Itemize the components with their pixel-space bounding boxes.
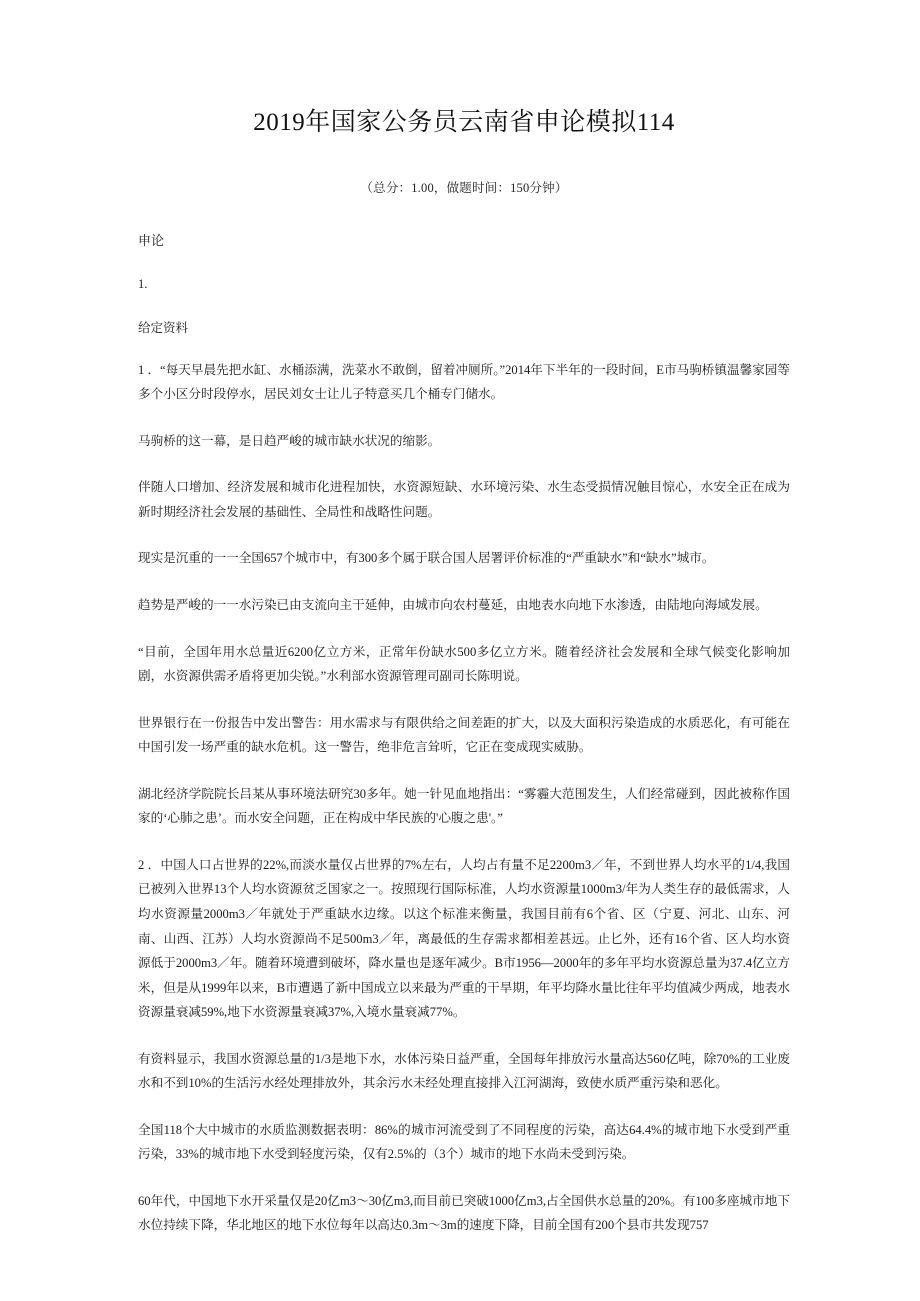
paragraph: 2 ．中国人口占世界的22%,而淡水量仅占世界的7%左右，人均占有量不足2200m3／年，不到世界人均水平的1/4,我国已被列入世界13个人均水资源贫乏国家之一。按照现行国际标准，人均水资源量1000m3/年为人类生存的最低需求，人均水资源量2000m3／年就处于严重缺水边缘。以这个标准来衡量，我国目前有6个省、区（宁夏、河北、山东、河南、山西、江苏）人均水资源尚不足500m3／年，离最低的生存需求都相差甚远。止匕外，还有16个省、区人均水资源低于2000m3／年。随着环境遭到破坏，降水量也是逐年减少。B市1956—2000年的多年平均水资源总量为37.4亿立方米，但是从1999年以来，B市遭遇了新中国成立以来最为严重的干旱期，年平均降水量比往年平均值减少两成，地表水资源量衰减59%,地下水资源量衰减37%,入境水量衰减77%。 <box>138 857 790 1020</box>
paragraph: 有资料显示，我国水资源总量的1/3是地下水，水体污染日益严重，全国每年排放污水量高达560亿吨，除70%的工业废水和不到10%的生活污水经处理排放外，其余污水未经处理直接排入江河湖海，致使水质严重污染和恶化。 <box>138 1051 790 1091</box>
paragraph: 全国118个大中城市的水质监测数据表明：86%的城市河流受到了不同程度的污染，高达64.4%的城市地下水受到严重污染，33%的城市地下水受到轻度污染，仅有2.5%的（3个）城市的地下水尚未受到污染。 <box>138 1122 790 1162</box>
paragraph: 60年代，中国地下水开采量仅是20亿m3～30亿m3,而目前已突破1000亿m3,占全国供水总量的20%。有100多座城市地下水位持续下降，华北地区的地下水位每年以高达0.3m～3m的速度下降，目前全国有200个县市共发现757 <box>138 1193 790 1233</box>
question-number: 1. <box>138 276 148 291</box>
exam-meta-subtitle: （总分：1.00，做题时间：150分钟） <box>360 180 568 195</box>
paragraph: “目前，全国年用水总量近6200亿立方米，正常年份缺水500多亿立方米。随着经济社会发展和全球气候变化影响加剧，水资源供需矛盾将更加尖锐。”水利部水资源管理司副司长陈明说。 <box>138 644 790 684</box>
paragraph: 现实是沉重的一一全国657个城市中，有300多个属于联合国人居署评价标准的“严重缺水”和“缺水”城市。 <box>138 551 715 566</box>
paragraph: 1 ．“每天早晨先把水缸、水桶添满，洗菜水不敢倒，留着冲厕所。”2014年下半年的一段时间，E市马驹桥镇温馨家园等多个小区分时段停水，居民刘女士让儿子特意买几个桶专门储水。 <box>138 362 790 402</box>
page-title: 2019年国家公务员云南省申论模拟114 <box>253 109 675 136</box>
paragraph: 趋势是严峻的一一水污染已由支流向主干延伸，由城市向农村蔓延，由地表水向地下水渗透，由陆地向海域发展。 <box>138 598 768 613</box>
paragraph: 马驹桥的这一幕，是日趋严峻的城市缺水状况的缩影。 <box>138 433 441 448</box>
material-label: 给定资料 <box>138 320 189 335</box>
section-heading: 申论 <box>138 232 165 248</box>
material-paragraph-list <box>138 336 790 1238</box>
paragraph: 湖北经济学院院长吕某从事环境法研究30多年。她一针见血地指出：“雾霾大范围发生，人们经常碰到，因此被称作国家的‘心肺之患’。而水安全问题，正在构成中华民族的'心腹之患'。” <box>138 786 790 826</box>
paragraph: 伴随人口增加、经济发展和城市化进程加快，水资源短缺、水环境污染、水生态受损情况触目惊心，水安全正在成为新时期经济社会发展的基础性、全局性和战略性问题。 <box>138 480 790 519</box>
paragraph: 世界银行在一份报告中发出警告：用水需求与有限供给之间差距的扩大，以及大面积污染造成的水质恶化，有可能在中国引发一场严重的缺水危机。这一警告，绝非危言耸听，它正在变成现实威胁。 <box>138 715 790 755</box>
